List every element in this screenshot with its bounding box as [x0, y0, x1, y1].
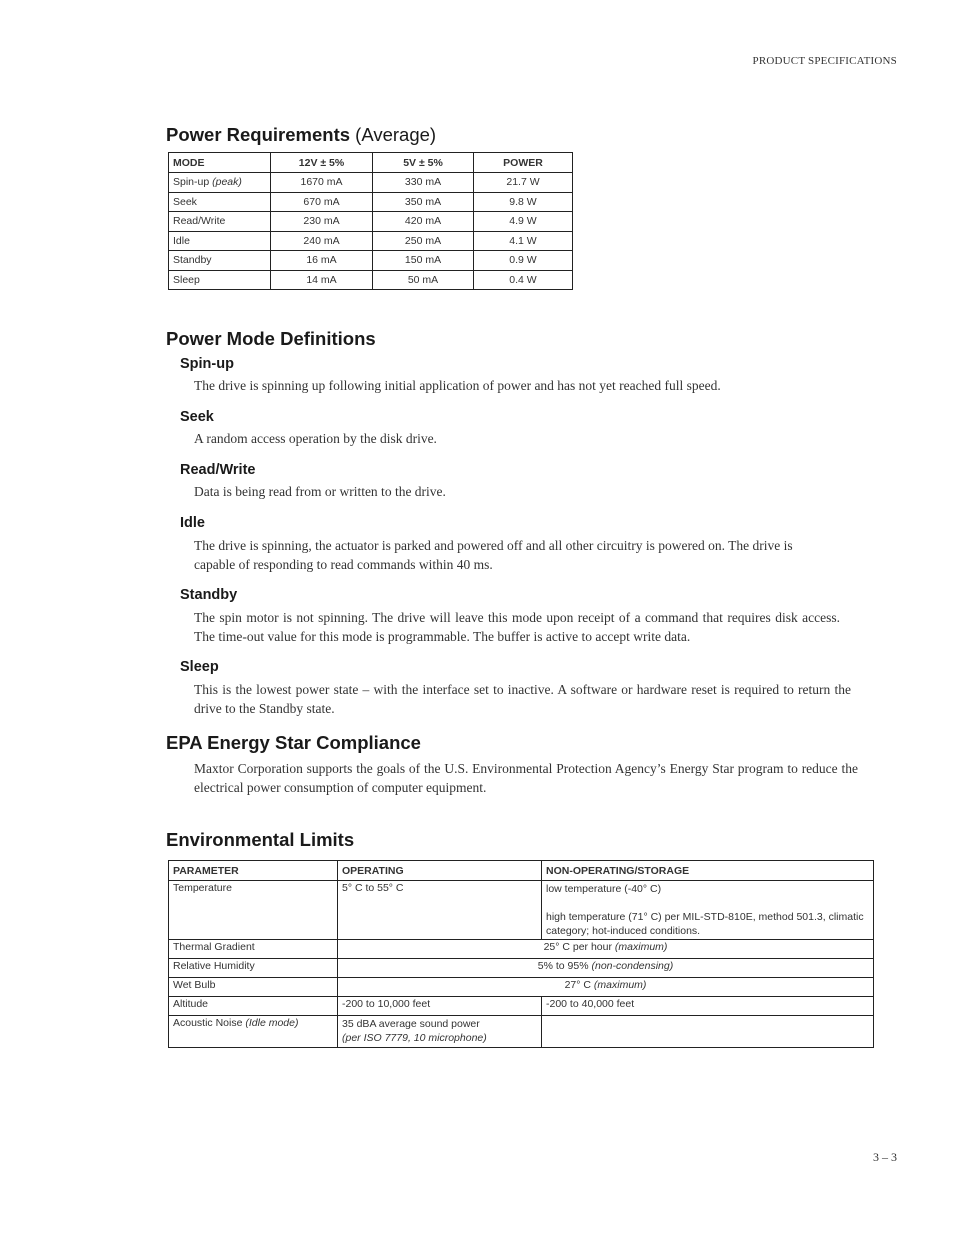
environmental-limits-table — [168, 860, 874, 1048]
table-cell: 0.9 W — [474, 251, 573, 271]
mode-cell — [169, 173, 271, 193]
read-write-heading: Read/Write — [180, 462, 256, 478]
column-header: 5V ± 5% — [373, 153, 474, 173]
table-row — [169, 940, 874, 959]
mode-cell: Sleep — [169, 270, 271, 290]
table-cell: 4.1 W — [474, 231, 573, 251]
mode-label: Spin-up — [173, 176, 210, 189]
seek-text: A random access operation by the disk drive. — [194, 431, 437, 446]
table-cell: 250 mA — [373, 231, 474, 251]
power-mode-definitions-heading: Power Mode Definitions — [166, 328, 376, 349]
mode-cell: Idle — [169, 231, 271, 251]
table-row — [169, 231, 573, 251]
power-requirements-heading — [166, 124, 436, 146]
table-cell — [338, 978, 874, 997]
parameter-note: (Idle mode) — [245, 1017, 299, 1029]
table-cell: 1670 mA — [271, 173, 373, 193]
standby-heading: Standby — [180, 587, 238, 603]
power-requirements-table — [168, 152, 573, 290]
table-row — [169, 173, 573, 193]
parameter-label: Acoustic Noise — [173, 1017, 243, 1029]
power-requirements-title: Power Requirements — [166, 124, 351, 145]
epa-text: Maxtor Corporation supports the goals of the U.S. Environmental Protection Agency’s Energy Star program to reduce the electrical power consumption of computer equipment. — [194, 761, 858, 795]
storage-low-temperature: low temperature (-40° C) — [546, 883, 662, 895]
spin-up-text: The drive is spinning up following initial application of power and has not yet reached full speed. — [194, 378, 721, 393]
idle-text: The drive is spinning, the actuator is parked and powered off and all other circuitry is powered on. The drive is capable of responding to read commands within 40 ms. — [194, 538, 793, 572]
table-cell: 240 mA — [271, 231, 373, 251]
table-cell: 0.4 W — [474, 270, 573, 290]
table-row — [169, 959, 874, 978]
table-cell: 5° C to 55° C — [338, 881, 542, 940]
mode-cell: Standby — [169, 251, 271, 271]
value-note: (non-condensing) — [591, 960, 674, 972]
table-row — [169, 978, 874, 997]
table-row — [169, 212, 573, 232]
table-cell: 420 mA — [373, 212, 474, 232]
mode-cell: Read/Write — [169, 212, 271, 232]
page-number: 3 – 3 — [873, 1150, 897, 1164]
column-header: 12V ± 5% — [271, 153, 373, 173]
table-cell: 350 mA — [373, 192, 474, 212]
value-note: (maximum) — [593, 979, 647, 991]
table-cell — [338, 959, 874, 978]
table-cell: 14 mA — [271, 270, 373, 290]
value-text: 5% to 95% — [537, 960, 589, 972]
table-row — [169, 997, 874, 1016]
environmental-limits-heading: Environmental Limits — [166, 829, 355, 850]
column-header: NON-OPERATING/STORAGE — [542, 861, 874, 881]
parameter-cell: Wet Bulb — [169, 978, 338, 997]
parameter-cell: Thermal Gradient — [169, 940, 338, 959]
column-header: POWER — [474, 153, 573, 173]
table-cell: 670 mA — [271, 192, 373, 212]
table-header-row — [169, 861, 874, 881]
table-row — [169, 192, 573, 212]
table-cell: 16 mA — [271, 251, 373, 271]
table-cell: 150 mA — [373, 251, 474, 271]
table-row — [169, 881, 874, 940]
column-header: PARAMETER — [169, 861, 338, 881]
value-text: 35 dBA average sound power — [342, 1018, 480, 1030]
table-header-row — [169, 153, 573, 173]
table-cell: 230 mA — [271, 212, 373, 232]
table-cell: 50 mA — [373, 270, 474, 290]
mode-cell: Seek — [169, 192, 271, 212]
table-cell — [338, 1016, 542, 1048]
table-cell: 9.8 W — [474, 192, 573, 212]
table-row — [169, 1016, 874, 1048]
standby-text: The spin motor is not spinning. The drive will leave this mode upon receipt of a command that requires disk access. The time-out value for this mode is programmable. The buffer is active to accept write data. — [194, 610, 840, 644]
table-row — [169, 251, 573, 271]
spin-up-heading: Spin-up — [180, 356, 234, 372]
running-head: PRODUCT SPECIFICATIONS — [752, 55, 897, 67]
parameter-cell — [169, 1016, 338, 1048]
table-cell: 21.7 W — [474, 173, 573, 193]
value-text: 25° C per hour — [543, 941, 612, 953]
epa-heading: EPA Energy Star Compliance — [166, 732, 421, 753]
idle-heading: Idle — [180, 515, 205, 531]
read-write-text: Data is being read from or written to the drive. — [194, 484, 446, 499]
storage-high-temperature: high temperature (71° C) per MIL-STD-810E, method 501.3, climatic category; hot-induced conditions. — [546, 911, 864, 937]
parameter-cell: Relative Humidity — [169, 959, 338, 978]
sleep-text: This is the lowest power state – with the interface set to inactive. A software or hardware reset is required to return the drive to the Standby state. — [194, 682, 851, 716]
table-cell — [542, 881, 874, 940]
table-row — [169, 270, 573, 290]
parameter-cell: Altitude — [169, 997, 338, 1016]
value-note: (maximum) — [614, 941, 668, 953]
table-cell: 4.9 W — [474, 212, 573, 232]
table-cell — [542, 1016, 874, 1048]
column-header: OPERATING — [338, 861, 542, 881]
column-header: MODE — [169, 153, 271, 173]
table-cell: -200 to 40,000 feet — [542, 997, 874, 1016]
power-requirements-subtitle: (Average) — [355, 124, 437, 145]
seek-heading: Seek — [180, 409, 214, 425]
mode-note: (peak) — [212, 176, 242, 189]
table-cell — [338, 940, 874, 959]
value-text: 27° C — [564, 979, 591, 991]
sleep-heading: Sleep — [180, 659, 219, 675]
table-cell: -200 to 10,000 feet — [338, 997, 542, 1016]
parameter-cell: Temperature — [169, 881, 338, 940]
table-cell: 330 mA — [373, 173, 474, 193]
value-note: (per ISO 7779, 10 microphone) — [342, 1032, 487, 1044]
